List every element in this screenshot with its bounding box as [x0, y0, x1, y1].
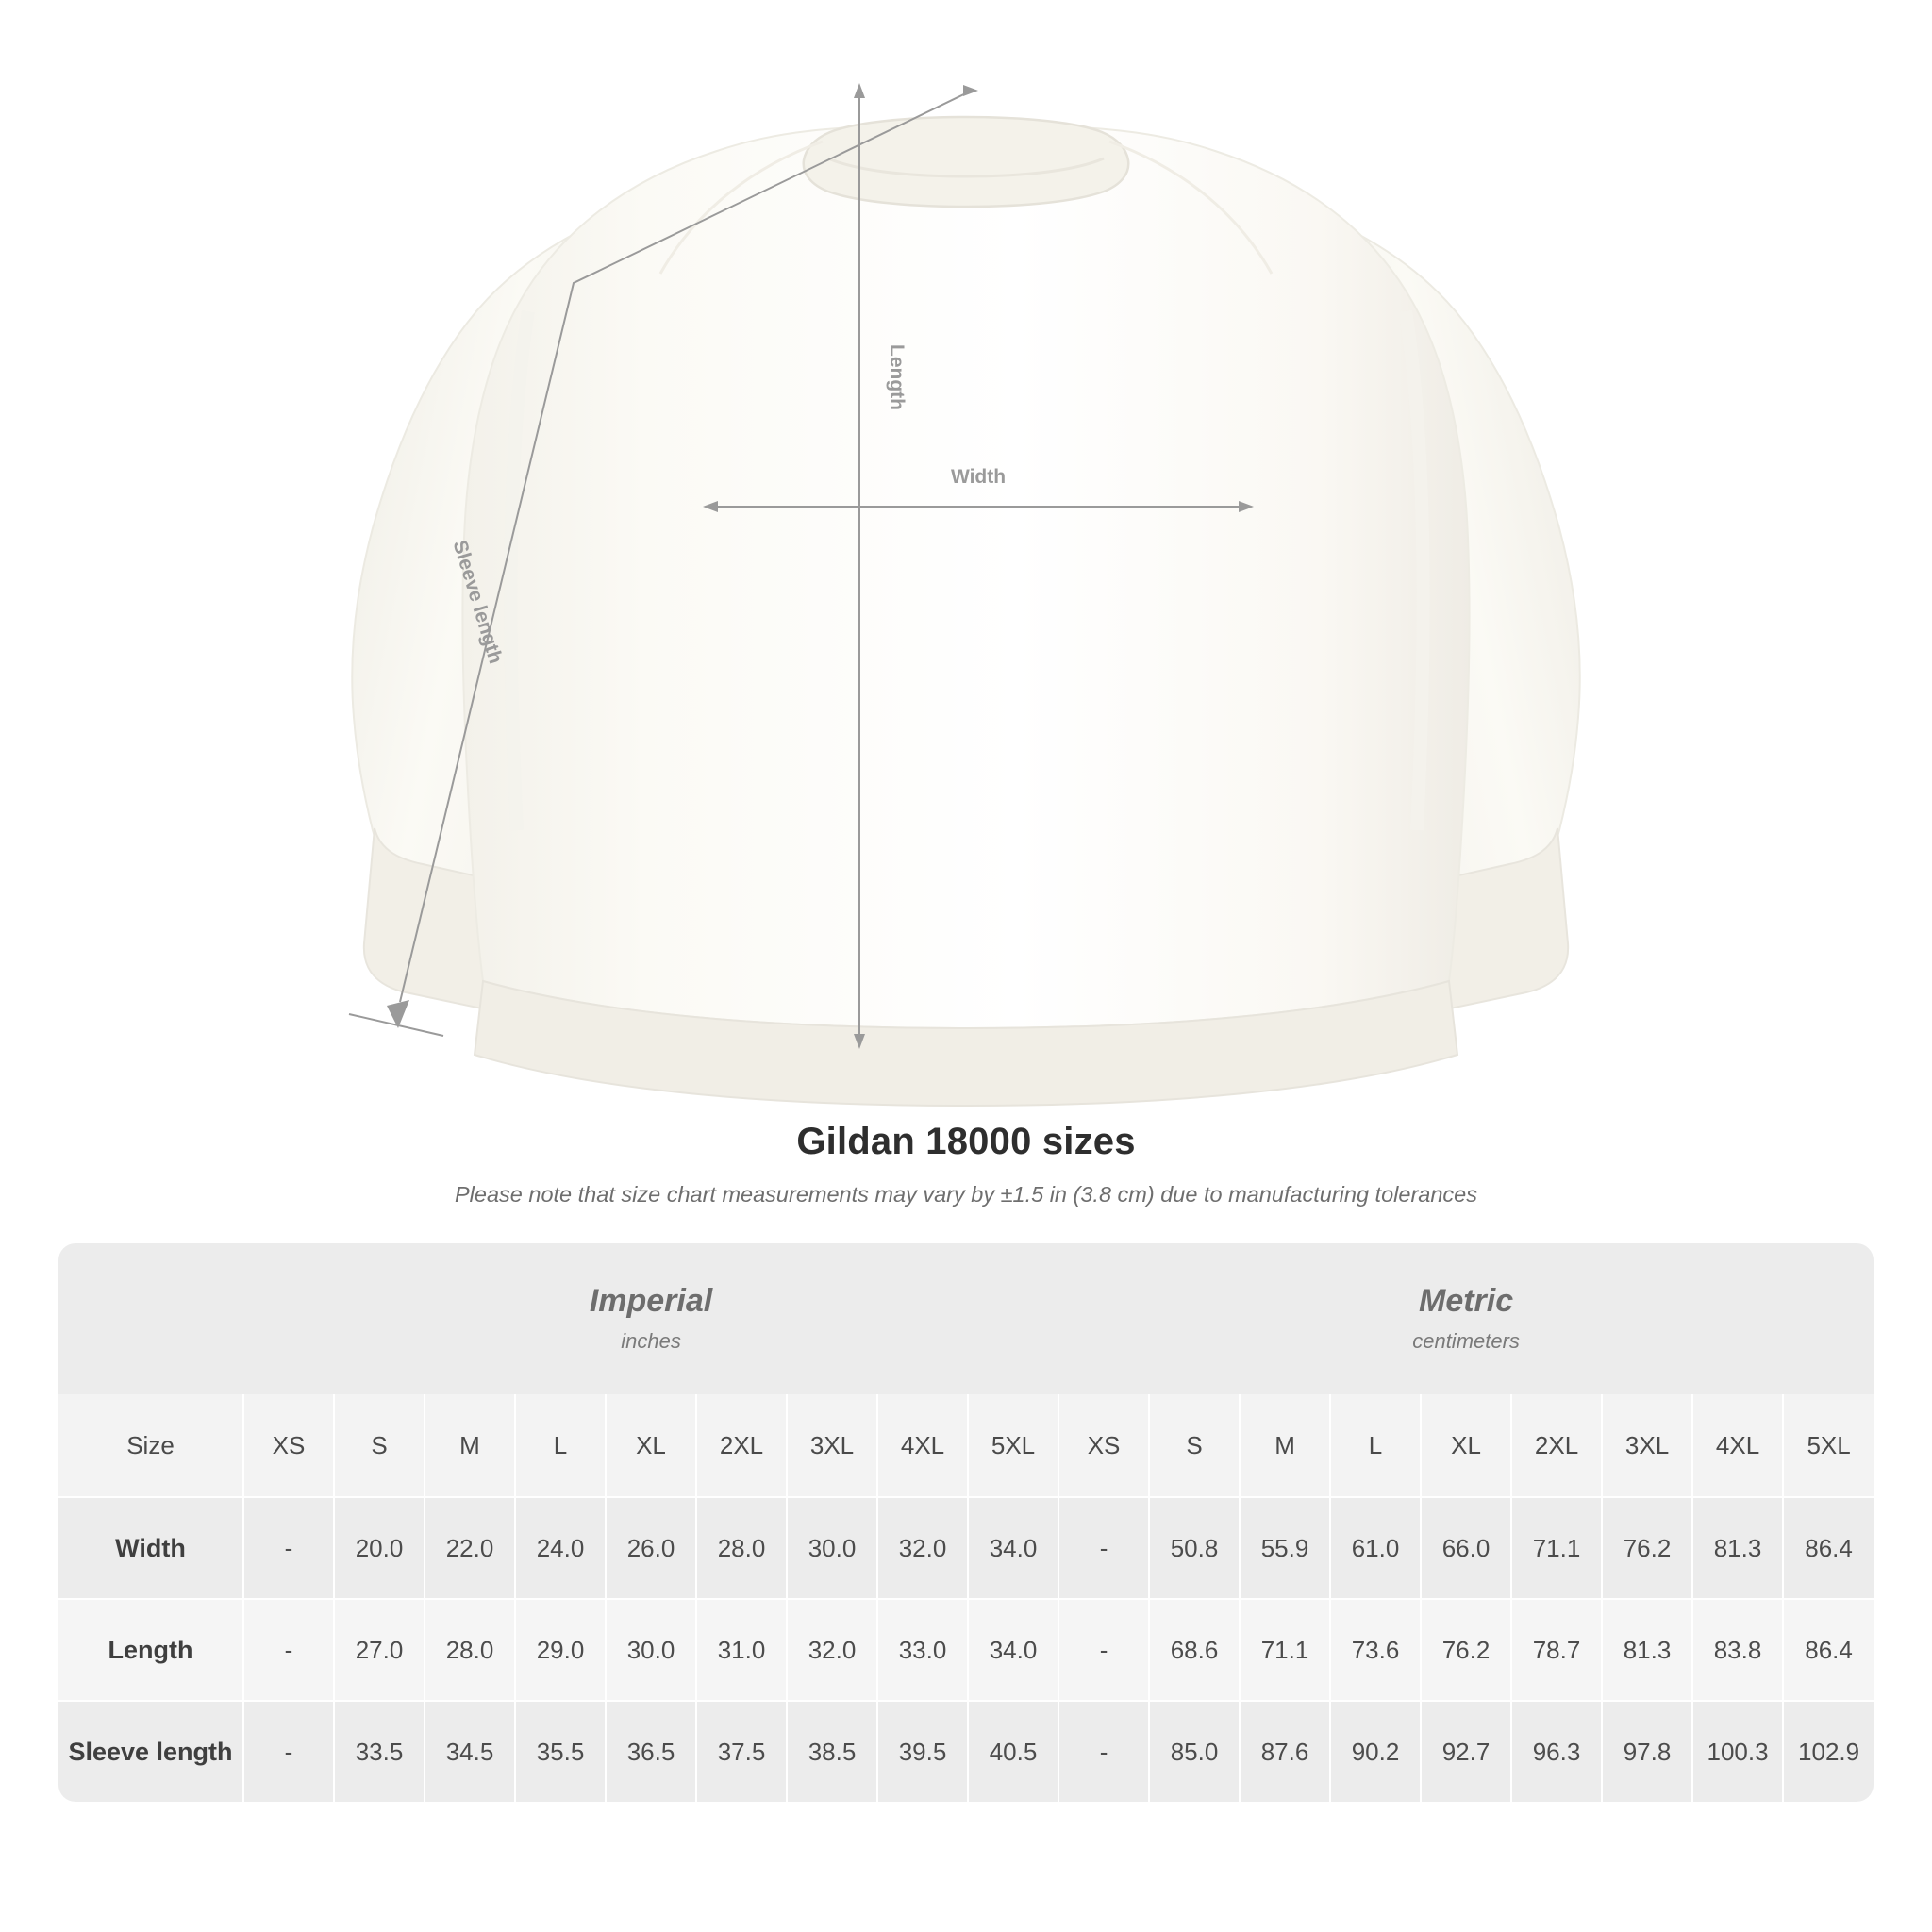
size-header-metric-s: S — [1149, 1394, 1240, 1497]
length-label: Length — [886, 344, 908, 410]
size-header-imperial-xs: XS — [243, 1394, 334, 1497]
size-table-wrapper — [58, 1243, 1874, 1802]
unit-imperial — [243, 1243, 1058, 1394]
cell: 102.9 — [1783, 1701, 1874, 1802]
cell: - — [243, 1599, 334, 1701]
cell: 61.0 — [1330, 1497, 1421, 1599]
cell: 87.6 — [1240, 1701, 1330, 1802]
size-header-imperial-4xl: 4XL — [877, 1394, 968, 1497]
cell: 83.8 — [1692, 1599, 1783, 1701]
size-header-imperial-5xl: 5XL — [968, 1394, 1058, 1497]
unit-spacer — [58, 1243, 243, 1394]
cell: 81.3 — [1692, 1497, 1783, 1599]
cell: 30.0 — [787, 1497, 877, 1599]
cell: 71.1 — [1511, 1497, 1602, 1599]
cell: 50.8 — [1149, 1497, 1240, 1599]
cell: 86.4 — [1783, 1497, 1874, 1599]
cell: 33.5 — [334, 1701, 425, 1802]
cell: 97.8 — [1602, 1701, 1692, 1802]
sleeve-length-label: Sleeve length — [448, 537, 508, 667]
size-header-label: Size — [58, 1394, 243, 1497]
size-header-row — [58, 1394, 1874, 1497]
cell: 22.0 — [425, 1497, 515, 1599]
cell: 33.0 — [877, 1599, 968, 1701]
size-header-metric-xl: XL — [1421, 1394, 1511, 1497]
cell: 39.5 — [877, 1701, 968, 1802]
cell: - — [1058, 1599, 1149, 1701]
cell: 55.9 — [1240, 1497, 1330, 1599]
cell: 20.0 — [334, 1497, 425, 1599]
size-header-imperial-xl: XL — [606, 1394, 696, 1497]
row-label-width: Width — [58, 1497, 243, 1599]
row-label-length: Length — [58, 1599, 243, 1701]
unit-header-row — [58, 1243, 1874, 1394]
size-header-metric-3xl: 3XL — [1602, 1394, 1692, 1497]
cell: 28.0 — [696, 1497, 787, 1599]
size-table — [58, 1243, 1874, 1802]
cell: 32.0 — [877, 1497, 968, 1599]
cell: 68.6 — [1149, 1599, 1240, 1701]
unit-imperial-sub: inches — [621, 1328, 681, 1353]
cell: 27.0 — [334, 1599, 425, 1701]
cell: 28.0 — [425, 1599, 515, 1701]
cell: 76.2 — [1421, 1599, 1511, 1701]
cell: 34.5 — [425, 1701, 515, 1802]
cell: 34.0 — [968, 1497, 1058, 1599]
cell: 90.2 — [1330, 1701, 1421, 1802]
cell: 36.5 — [606, 1701, 696, 1802]
size-header-metric-5xl: 5XL — [1783, 1394, 1874, 1497]
size-header-metric-xs: XS — [1058, 1394, 1149, 1497]
cell: - — [243, 1497, 334, 1599]
cell: 66.0 — [1421, 1497, 1511, 1599]
unit-metric — [1058, 1243, 1874, 1394]
cell: 30.0 — [606, 1599, 696, 1701]
size-header-imperial-2xl: 2XL — [696, 1394, 787, 1497]
cell: 34.0 — [968, 1599, 1058, 1701]
cell: 35.5 — [515, 1701, 606, 1802]
cell: - — [1058, 1497, 1149, 1599]
row-label-sleeve-length: Sleeve length — [58, 1701, 243, 1802]
unit-metric-name: Metric — [1419, 1283, 1514, 1320]
size-header-imperial-l: L — [515, 1394, 606, 1497]
cell: 29.0 — [515, 1599, 606, 1701]
cell: 100.3 — [1692, 1701, 1783, 1802]
cell: 78.7 — [1511, 1599, 1602, 1701]
cell: 92.7 — [1421, 1701, 1511, 1802]
table-row — [58, 1599, 1874, 1701]
sweatshirt-graphic — [352, 117, 1580, 1106]
cell: 96.3 — [1511, 1701, 1602, 1802]
size-header-metric-l: L — [1330, 1394, 1421, 1497]
cell: 81.3 — [1602, 1599, 1692, 1701]
cell: 26.0 — [606, 1497, 696, 1599]
width-label: Width — [950, 466, 1007, 488]
cell: 71.1 — [1240, 1599, 1330, 1701]
cell: 37.5 — [696, 1701, 787, 1802]
size-header-metric-2xl: 2XL — [1511, 1394, 1602, 1497]
cell: 73.6 — [1330, 1599, 1421, 1701]
unit-metric-sub: centimeters — [1412, 1328, 1520, 1353]
size-header-imperial-s: S — [334, 1394, 425, 1497]
cell: 32.0 — [787, 1599, 877, 1701]
size-header-imperial-m: M — [425, 1394, 515, 1497]
tolerance-note: Please note that size chart measurements may vary by ±1.5 in (3.8 cm) due to manufacturing tolerances — [455, 1182, 1477, 1207]
cell: - — [243, 1701, 334, 1802]
cell: 86.4 — [1783, 1599, 1874, 1701]
unit-imperial-name: Imperial — [589, 1283, 713, 1320]
size-header-metric-4xl: 4XL — [1692, 1394, 1783, 1497]
table-row — [58, 1701, 1874, 1802]
page-title: Gildan 18000 sizes — [796, 1121, 1136, 1162]
size-header-imperial-3xl: 3XL — [787, 1394, 877, 1497]
cell: 24.0 — [515, 1497, 606, 1599]
table-row — [58, 1497, 1874, 1599]
cell: 38.5 — [787, 1701, 877, 1802]
cell: - — [1058, 1701, 1149, 1802]
title-block — [0, 1121, 1932, 1208]
cell: 76.2 — [1602, 1497, 1692, 1599]
cell: 31.0 — [696, 1599, 787, 1701]
cell: 85.0 — [1149, 1701, 1240, 1802]
cell: 40.5 — [968, 1701, 1058, 1802]
size-header-metric-m: M — [1240, 1394, 1330, 1497]
